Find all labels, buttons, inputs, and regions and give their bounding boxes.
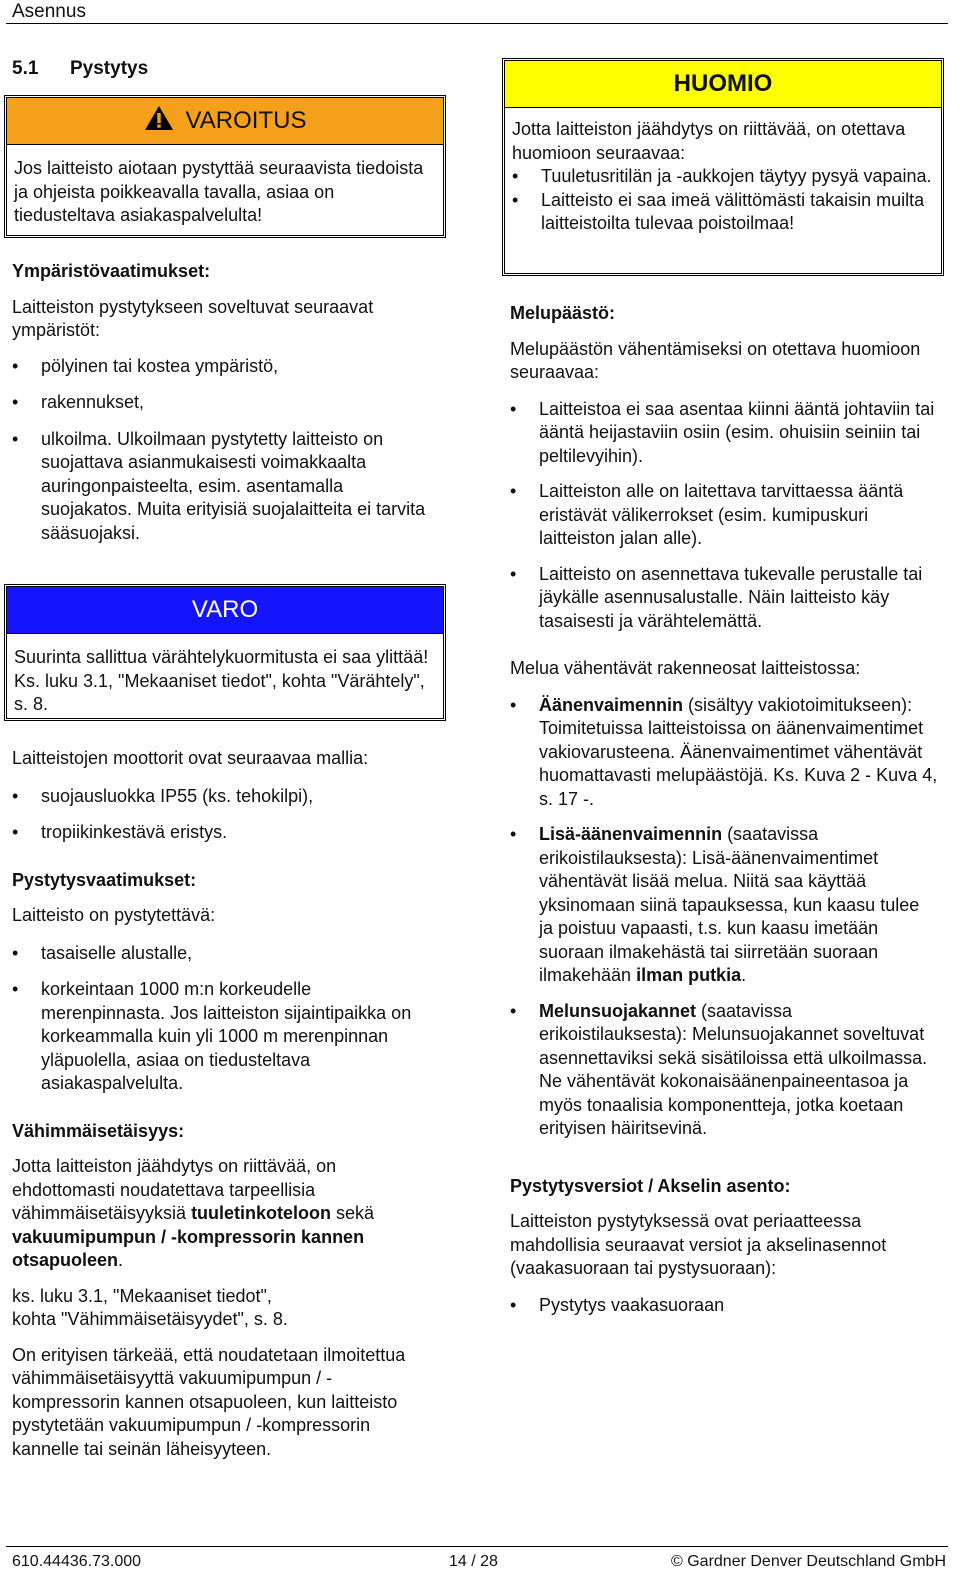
chapter-title: Asennus — [12, 1, 86, 22]
env-intro: Laitteiston pystytykseen soveltuvat seuraavat ympäristöt: — [12, 296, 374, 340]
list-item: • korkeintaan 1000 m:n korkeudelle merenpinnasta. Jos laitteiston sijaintipaikka on korkeammalla kuin yli 1000 m merenpinnan yläpuolella, asiaa on tiedusteltava asiakaspalvelulta. — [12, 978, 437, 1096]
list-item: • Laitteiston alle on laitettava tarvittaessa ääntä eristävät välikerrokset (esim. kumipuskuri laitteiston jalan alle). — [510, 480, 938, 551]
section-number: 5.1 — [12, 58, 39, 79]
env-list — [12, 355, 437, 546]
list-item: • Tuuletusritilän ja -aukkojen täytyy pysyä vapaina. — [512, 165, 934, 189]
caution-text: Suurinta sallittua värähtelykuormitusta ei saa ylittää! Ks. luku 3.1, "Mekaaniset tiedot", kohta "Värähtely", s. 8. — [14, 647, 429, 714]
notice-list — [512, 165, 934, 236]
list-item — [510, 694, 938, 812]
section-title: Pystytys — [70, 58, 149, 79]
clearance-note: On erityisen tärkeää, että noudatetaan ilmoitettua vähimmäisetäisyyttä vakuumipumpun / -kompressorin kannen otsapuoleen, kun laitteisto pystytetään vakuumipumpun / -kompressorin kannelle tai seinän läheisyyteen. — [12, 1344, 406, 1459]
notice-intro: Jotta laitteiston jäähdytys on riittävää, on otettava huomioon seuraavaa: — [512, 119, 906, 163]
versions-list — [510, 1294, 938, 1318]
noise-intro: Melupäästön vähentämiseksi on otettava huomioon seuraavaa: — [510, 338, 921, 382]
noise-heading: Melupäästö: — [510, 303, 616, 323]
clearance-paragraph — [12, 1155, 437, 1273]
item-bold: ilman putkia — [636, 965, 742, 985]
install-list — [12, 942, 437, 1096]
motors-intro: Laitteistojen moottorit ovat seuraavaa mallia: — [12, 748, 369, 768]
list-item — [510, 1000, 938, 1141]
list-item: • Laitteisto on asennettava tukevalle perustalle tai jäykälle asennusalustalle. Näin laitteisto käy tasaisesti ja värähtelemättä. — [510, 563, 938, 634]
list-item: • tropiikinkestävä eristys. — [12, 821, 437, 845]
clearance-heading: Vähimmäisetäisyys: — [12, 1120, 185, 1141]
item-title: Melunsuojakannet — [539, 1000, 697, 1021]
reduce-intro: Melua vähentävät rakenneosat laitteistossa: — [510, 658, 861, 678]
item-title: Äänenvaimennin — [539, 694, 684, 715]
versions-heading: Pystytysversiot / Akselin asento: — [510, 1175, 791, 1196]
env-heading: Ympäristövaatimukset: — [12, 261, 211, 281]
item-text: (sisältyy vakiotoimitukseen): Toimitetuissa laitteistoissa on äänenvaimentimet vakiovarusteena. Äänenvaimentimet vähentävät huomattavasti melupäästöjä. Ks. Kuva 2 - Kuva 4, s. 17 -. — [539, 694, 938, 809]
left-column — [12, 260, 437, 545]
list-item: • rakennukset, — [12, 391, 437, 415]
section-heading — [12, 57, 148, 81]
reference-line: kohta "Vähimmäisetäisyydet", s. 8. — [12, 1309, 288, 1329]
item-text: . — [741, 965, 747, 985]
install-heading: Pystytysvaatimukset: — [12, 869, 197, 890]
clearance-text: sekä — [331, 1203, 375, 1223]
copyright: © Gardner Denver Deutschland GmbH — [670, 1553, 946, 1570]
list-item: • Laitteisto ei saa imeä välittömästi takaisin muilta laitteistoilta tulevaa poistoilmaa! — [512, 189, 934, 236]
right-column — [510, 302, 938, 1317]
list-item: • tasaiselle alustalle, — [12, 942, 437, 966]
list-item: • suojausluokka IP55 (ks. tehokilpi), — [12, 785, 437, 809]
install-intro: Laitteisto on pystytettävä: — [12, 905, 216, 925]
footer-divider — [6, 1546, 948, 1547]
warning-triangle-icon — [144, 101, 174, 147]
warning-box — [4, 95, 446, 238]
noise-list — [510, 398, 938, 634]
page-number: 14 / 28 — [449, 1553, 498, 1570]
caution-box — [4, 584, 446, 721]
notice-header: HUOMIO — [505, 61, 941, 108]
list-item — [510, 823, 938, 988]
clearance-bold-cover: vakuumipumpun / -kompressorin kannen otsapuoleen — [12, 1226, 365, 1270]
list-item: • Laitteistoa ei saa asentaa kiinni ääntä johtaviin tai ääntä heijastaviin osiin (esim. ohuisiin seiniin tai peltilevyihin). — [510, 398, 938, 469]
item-text: (saatavissa erikoistilauksesta): Lisä-äänenvaimentimet vähentävät lisää melua. Niitä saa käyttää yksinomaan siinä tapauksessa, kun kaasu tulee ja poistuu vapaasti, t.s. kun kaasu imetään suoraan ilmakehästä tai siirretään suoraan ilmakehään — [539, 824, 920, 985]
versions-intro: Laitteiston pystytyksessä ovat periaatteessa mahdollisia seuraavat versiot ja akselinasennot (vaakasuoraan tai pystysuoraan): — [510, 1211, 887, 1278]
item-title: Lisä-äänenvaimennin — [539, 824, 723, 844]
list-item: • pölyinen tai kostea ympäristö, — [12, 355, 437, 379]
warning-text: Jos laitteisto aiotaan pystyttää seuraavista tiedoista ja ohjeista poikkeavalla tavalla, asiaa on tiedusteltava asiakaspalvelulta! — [14, 158, 424, 225]
warning-title: VAROITUS — [185, 107, 307, 134]
item-text: (saatavissa erikoistilauksesta): Melunsuojakannet soveltuvat asennettaviksi sekä sisätiloissa että ulkoilmassa. Ne vähentävät kokonaisäänenpaineentasoa ja myös tonaalisia komponentteja, jotka koetaan erityisen häiritsevinä. — [539, 1000, 928, 1138]
header-divider — [6, 23, 948, 24]
reference-line: ks. luku 3.1, "Mekaaniset tiedot", — [12, 1285, 272, 1306]
warning-header — [7, 98, 443, 145]
clearance-bold-fan: tuuletinkoteloon — [191, 1203, 332, 1223]
doc-number: 610.44436.73.000 — [12, 1553, 142, 1570]
motors-list — [12, 785, 437, 845]
clearance-text: Jotta laitteiston jäähdytys on riittävää, on ehdottomasti noudatettava tarpeellisia vähimmäisetäisyyksiä — [12, 1156, 337, 1223]
reduce-list — [510, 694, 938, 1141]
caution-header: VARO — [7, 587, 443, 634]
clearance-reference — [12, 1285, 437, 1332]
list-item: • ulkoilma. Ulkoilmaan pystytetty laitteisto on suojattava asianmukaisesti voimakkaalta auringonpaisteelta, esim. asentamalla suojakatos. Muita erityisiä suojalaitteita ei tarvita sääsuojaksi. — [12, 428, 437, 546]
clearance-text: . — [118, 1250, 124, 1270]
notice-box — [502, 58, 944, 276]
left-column-lower — [12, 747, 437, 1461]
list-item: • Pystytys vaakasuoraan — [510, 1294, 938, 1318]
